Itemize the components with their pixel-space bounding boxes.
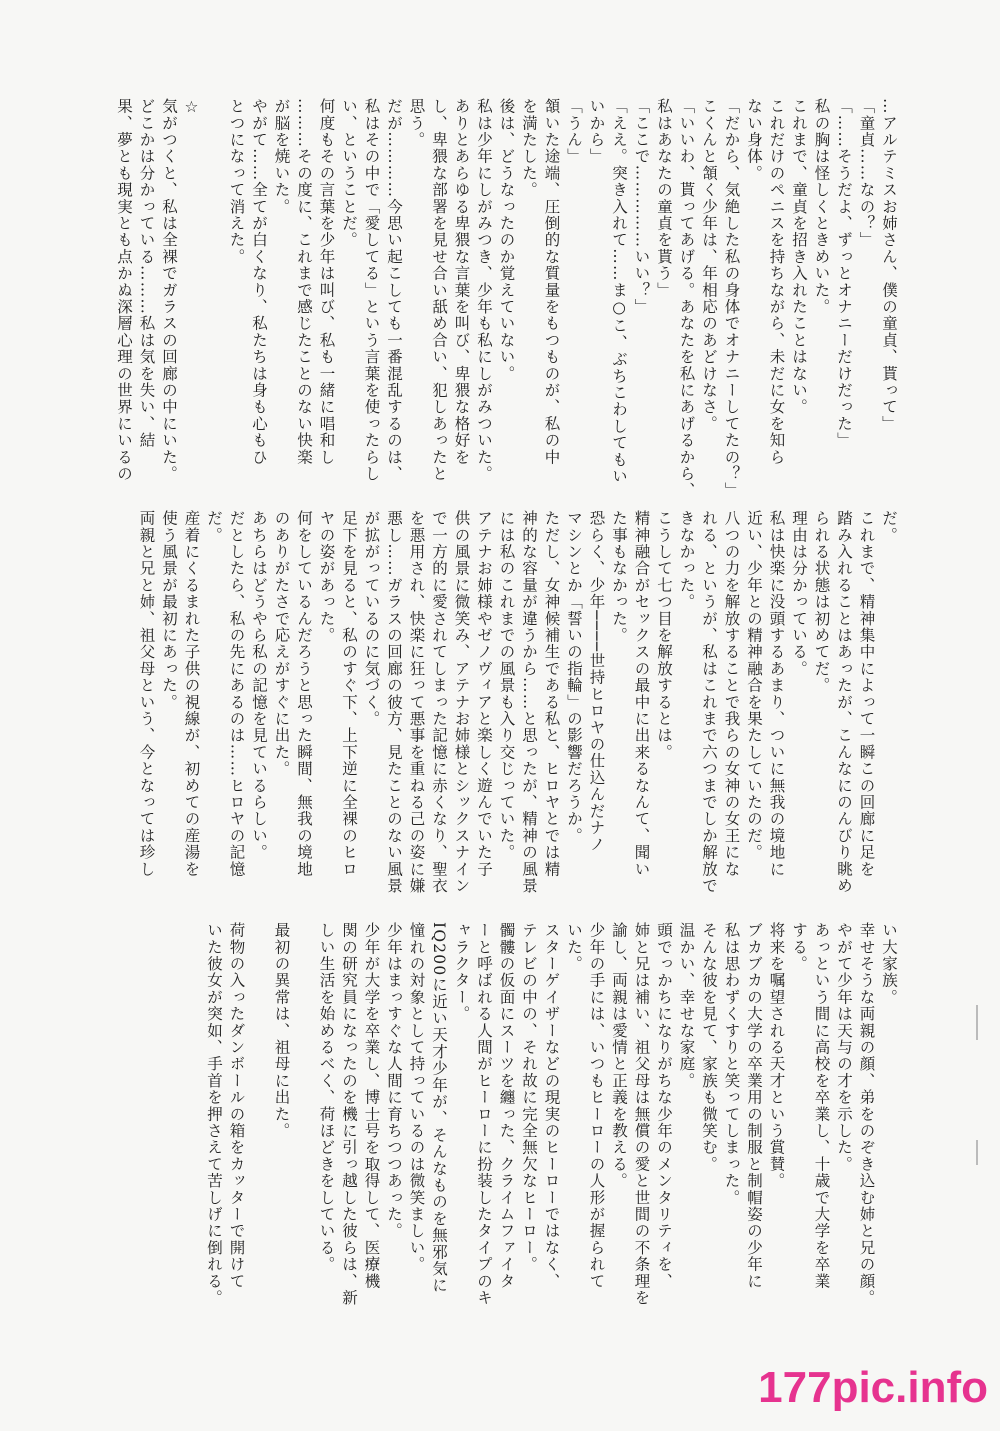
text-line: する。 bbox=[790, 922, 808, 973]
text-line: 恐らく、少年────世持ヒロヤの仕込んだナノ bbox=[587, 510, 606, 853]
text-line: が脳を焼いた。 bbox=[272, 98, 291, 215]
text-line: 足下を見ると、私のすぐ下、上下逆に全裸のヒロ bbox=[340, 510, 358, 878]
text-line: 温かい、幸せな家庭。 bbox=[677, 922, 696, 1089]
text-line: 「ここで……………いい？」 bbox=[632, 98, 651, 316]
text-line: だが…………今思い起こしても一番混乱するのは、 bbox=[385, 98, 403, 483]
text-line: だとしたら、私の先にあるのは……ヒロヤの記憶 bbox=[227, 510, 246, 878]
text-line: アテナお姉様やゼノヴィアと楽しく遊んでいた子 bbox=[475, 510, 493, 878]
text-line: い大家族。 bbox=[880, 922, 898, 1006]
text-line: 幸せそうな両親の顔、弟をのぞき込む姉と兄の顔。 bbox=[857, 922, 876, 1307]
text-line: 最初の異常は、祖母に出た。 bbox=[272, 922, 291, 1140]
text-line: 私は少年にしがみつき、少年も私にしがみついた。 bbox=[475, 98, 493, 483]
text-line: これまで、精神集中によって一瞬この回廊に足を bbox=[857, 510, 876, 878]
text-line: 神的な容量が違うから……と思ったが、精神の風景 bbox=[520, 510, 538, 895]
text-line: 産着にくるまれた子供の視線が、初めての産湯を bbox=[182, 510, 201, 878]
text-line: 「いいわ、貰ってあげる。あなたを私にあげるから、 bbox=[677, 98, 696, 499]
text-line: ありとあらゆる卑猥な言葉を叫び、卑猥な格好を bbox=[452, 98, 471, 466]
text-line: れる、というが、私はこれまで六つまでしか解放で bbox=[700, 510, 718, 895]
text-line: 荷物の入ったダンボールの箱をカッターで開けて bbox=[227, 922, 246, 1290]
text-line: いた。 bbox=[565, 922, 583, 973]
text-line: だ。 bbox=[205, 510, 223, 544]
text-line: 踏み入れることはあったが、こんなにのんびり眺め bbox=[835, 510, 853, 895]
text-line: いた彼女が突如、手首を押さえて苦しげに倒れる。 bbox=[205, 922, 223, 1307]
text-line: 少年が大学を卒業し、博士号を取得して、医療機 bbox=[362, 922, 381, 1290]
site-watermark: 177pic.info bbox=[758, 1363, 988, 1412]
text-line: やがて少年は天与の才を示した。 bbox=[835, 922, 853, 1173]
text-line: 八つの力を解放することで我らの女神の女王にな bbox=[722, 510, 741, 878]
blank-line bbox=[248, 922, 271, 1332]
text-line: 私はあなたの童貞を貰う」 bbox=[655, 98, 673, 299]
text-line: 思う。 bbox=[407, 98, 426, 149]
text-line: には私のこれまでの風景も入り交じっていた。 bbox=[497, 510, 516, 861]
text-line: ない身体。 bbox=[745, 98, 763, 182]
text-line: スターゲイザーなどの現実のヒーローではなく、 bbox=[542, 922, 561, 1290]
text-line: だ。 bbox=[880, 510, 898, 544]
text-line: 諭し、両親は愛情と正義を教える。 bbox=[610, 922, 628, 1190]
text-line: 将来を嘱望される天才という賞賛。 bbox=[767, 922, 786, 1190]
text-line: どこかは分かっている………私は気を失い、結 bbox=[137, 98, 156, 449]
text-line: ブカブカの大学の卒業用の制服と制帽姿の少年に bbox=[745, 922, 763, 1290]
text-line: 私の胸は怪しくときめいた。 bbox=[812, 98, 831, 316]
text-line: 憧れの対象として持っているのは微笑ましい。 bbox=[407, 922, 426, 1273]
text-line: …アルテミスお姉さん、僕の童貞、貰って」 bbox=[880, 98, 898, 432]
text-tier-bottom bbox=[110, 922, 900, 1332]
text-line: 「……そうだよ、ずっとオナニーだけだった」 bbox=[835, 98, 853, 449]
text-line: 使う風景が最初にあった。 bbox=[160, 510, 178, 711]
text-line: で一方的に愛されてしまった記憶に赤くなり、聖衣 bbox=[430, 510, 448, 895]
text-line: い、ということだ。 bbox=[340, 98, 358, 249]
text-line: ーと呼ばれる人間がヒーローに扮装したタイプのキ bbox=[475, 922, 493, 1307]
text-line: ☆ bbox=[182, 98, 201, 118]
text-line: た事もなかった。 bbox=[610, 510, 628, 644]
text-line: 理由は分かっている。 bbox=[790, 510, 808, 677]
text-line: 「童貞……なの？」 bbox=[857, 98, 876, 249]
text-line: を悪用され、快楽に狂って悪事を重ねる己の姿に嫌 bbox=[407, 510, 426, 895]
text-line: マシンとか「誓いの指輪」の影響だろうか。 bbox=[565, 510, 583, 844]
text-line: を満たした。 bbox=[520, 98, 538, 199]
text-line: 何度もその言葉を少年は叫び、私も一緒に唱和し bbox=[317, 98, 336, 466]
text-line: 「ええ。突き入れて……ま○こ、ぶちこわしてもい bbox=[610, 98, 628, 485]
text-line: あっという間に高校を卒業し、十歳で大学を卒業 bbox=[812, 922, 831, 1290]
text-line: 何をしているんだろうと思った瞬間、無我の境地 bbox=[295, 510, 313, 878]
text-line: 私は快楽に没頭するあまり、ついに無我の境地に bbox=[767, 510, 786, 878]
text-line: 少年はまっすぐな人間に育ちつつあった。 bbox=[385, 922, 403, 1240]
text-line: こくんと頷く少年は、年相応のあどけなさ。 bbox=[700, 98, 718, 432]
text-line: やがて……全てが白くなり、私たちは身も心もひ bbox=[250, 98, 268, 466]
text-line: いから」 bbox=[587, 98, 606, 165]
text-line: 「うん」 bbox=[565, 98, 583, 165]
text-line: ………その度に、これまで感じたことのない快楽 bbox=[295, 98, 313, 466]
text-line: 私はその中で「愛してる」という言葉を使ったらし bbox=[362, 98, 381, 483]
text-line: のありがたさで応えがすぐに出た。 bbox=[272, 510, 291, 778]
blank-line bbox=[203, 98, 226, 508]
text-line: 供の風景に微笑み、アテナお姉様とシックスナイン bbox=[452, 510, 471, 895]
text-line: 少年の手には、いつもヒーローの人形が握られて bbox=[587, 922, 606, 1290]
text-line: ヤの姿があった。 bbox=[317, 510, 336, 644]
blank-line bbox=[293, 922, 316, 1332]
text-line: テレビの中の、それ故に完全無欠なヒーロー。 bbox=[520, 922, 538, 1273]
text-line: ャラクター。 bbox=[452, 922, 471, 1023]
text-line: 悪し……ガラスの回廊の彼方、見たことのない風景 bbox=[385, 510, 403, 895]
text-line: これだけのペニスを持ちながら、未だに女を知ら bbox=[767, 98, 786, 466]
text-line: 果、夢とも現実とも点かぬ深層心理の世界にいるの bbox=[115, 98, 133, 483]
text-line: 私は思わずくすりと笑ってしまった。 bbox=[722, 922, 741, 1206]
text-line: 頭でっかちになりがちな少年のメンタリティを、 bbox=[655, 922, 673, 1290]
text-line: あちらはどうやら私の記憶を見ているらしい。 bbox=[250, 510, 268, 861]
text-line: られる状態は初めてだ。 bbox=[812, 510, 831, 694]
text-line: 近い、少年との精神融合を果たしていたのだ。 bbox=[745, 510, 763, 861]
text-line: 両親と兄と姉、祖父母という、今となっては珍し bbox=[137, 510, 156, 878]
text-line: 関の研究員になったのを機に引っ越した彼らは、新 bbox=[340, 922, 358, 1307]
text-line: ただし、女神候補生である私と、ヒロヤとでは精 bbox=[542, 510, 561, 878]
text-line: 気がつくと、私は全裸でガラスの回廊の中にいた。 bbox=[160, 98, 178, 483]
text-tier-top bbox=[110, 98, 900, 508]
text-line: が拡がっているのに気づく。 bbox=[362, 510, 381, 728]
text-line: これまで、童貞を招き入れたことはない。 bbox=[790, 98, 808, 416]
text-line: し、卑猥な部署を見せ合い舐め合い、犯しあったと bbox=[430, 98, 448, 483]
text-line: 精神融合がセックスの最中に出来るなんて、聞い bbox=[632, 510, 651, 878]
text-line: 「だから、気絶した私の身体でオナニーしてたの？」 bbox=[722, 98, 741, 499]
text-line: IQ200に近い天才少年が、そんなものを無邪気に bbox=[430, 922, 448, 1294]
text-line: きなかった。 bbox=[677, 510, 696, 611]
text-line: しい生活を始めるべく、荷ほどきをしている。 bbox=[317, 922, 336, 1273]
binding-mark bbox=[976, 1140, 978, 1165]
text-line: 姉と兄は補い、祖父母は無償の愛と世間の不条理を bbox=[632, 922, 651, 1307]
text-line: そんな彼を見て、家族も微笑む。 bbox=[700, 922, 718, 1173]
text-line: 頷いた途端、圧倒的な質量をもつものが、私の中 bbox=[542, 98, 561, 466]
text-line: 髑髏の仮面にスーツを纏った、クライムファイタ bbox=[497, 922, 516, 1290]
text-line: 後は、どうなったのか覚えていない。 bbox=[497, 98, 516, 382]
text-line: とつになって消えた。 bbox=[227, 98, 246, 265]
text-tier-middle bbox=[110, 510, 900, 920]
binding-mark bbox=[976, 1005, 978, 1040]
text-line: こうして七つ目を解放するとは。 bbox=[655, 510, 673, 761]
